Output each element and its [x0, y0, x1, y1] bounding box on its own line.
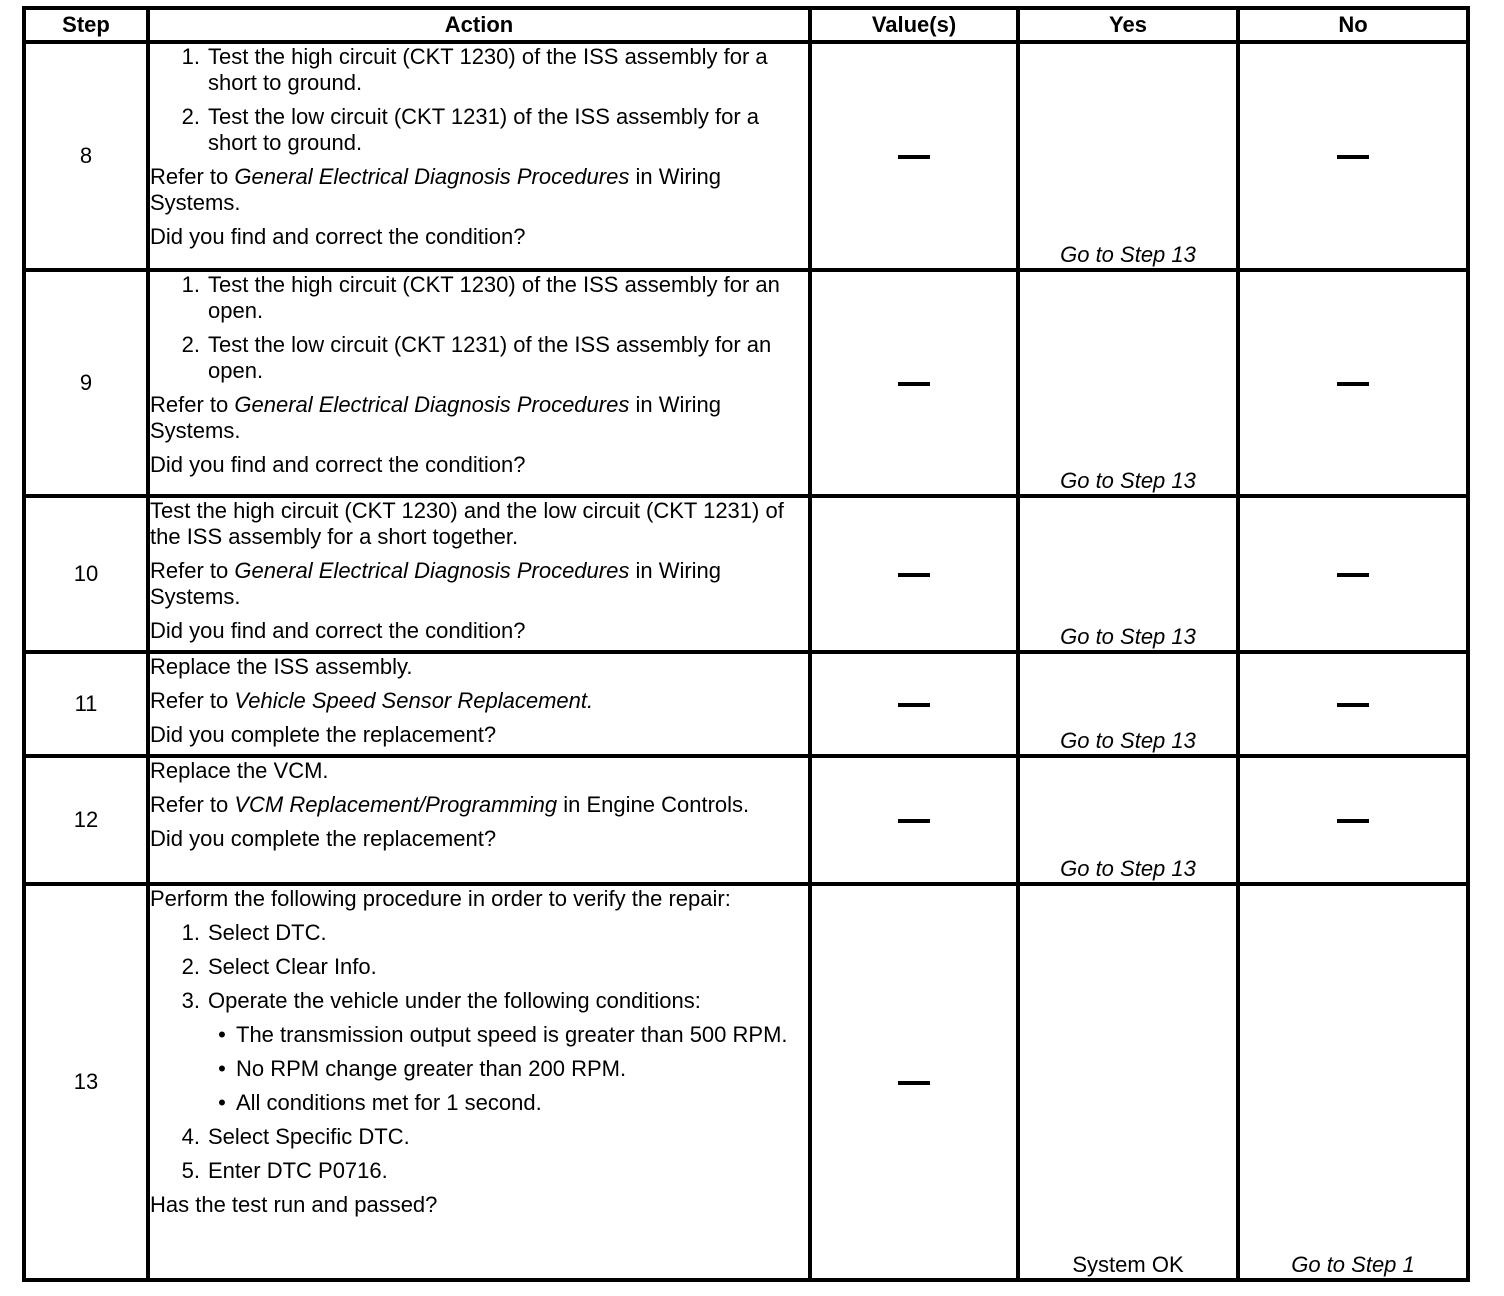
intro-text: Replace the VCM.	[150, 758, 329, 783]
action-cell	[148, 42, 810, 270]
list-item: 1. Test the high circuit (CKT 1230) of the ISS assembly for an open.	[181, 272, 780, 323]
dash-mark	[1337, 819, 1369, 823]
no-cell	[1238, 652, 1468, 756]
values-cell	[810, 42, 1018, 270]
refer-text: Refer to Vehicle Speed Sensor Replacement.	[150, 688, 594, 713]
step-number: 9	[24, 270, 148, 496]
values-cell	[810, 884, 1018, 1280]
question-text: Did you find and correct the condition?	[150, 618, 526, 643]
diagnostic-table	[22, 6, 1470, 1282]
header-values: Value(s)	[810, 8, 1018, 42]
dash-mark	[898, 819, 930, 823]
list-item: 2. Test the low circuit (CKT 1231) of the ISS assembly for an open.	[181, 332, 772, 383]
list-item: 3. Operate the vehicle under the following conditions:	[181, 988, 701, 1013]
yes-cell: Go to Step 13	[1018, 756, 1238, 884]
dash-mark	[1337, 155, 1369, 159]
action-cell	[148, 652, 810, 756]
yes-cell: Go to Step 13	[1018, 496, 1238, 652]
step-number: 10	[24, 496, 148, 652]
header-step: Step	[24, 8, 148, 42]
list-item: 5. Enter DTC P0716.	[181, 1158, 388, 1183]
dash-mark	[898, 573, 930, 577]
dash-mark	[898, 155, 930, 159]
table-row	[24, 756, 1468, 884]
table-row	[24, 42, 1468, 270]
intro-text: Test the high circuit (CKT 1230) and the low circuit (CKT 1231) of the ISS assembly for a short together.	[150, 498, 784, 549]
refer-text: Refer to General Electrical Diagnosis Procedures in Wiring Systems.	[150, 392, 722, 443]
table-row	[24, 270, 1468, 496]
action-cell	[148, 270, 810, 496]
yes-cell: System OK	[1018, 884, 1238, 1280]
question-text: Did you complete the replacement?	[150, 722, 497, 747]
yes-cell: Go to Step 13	[1018, 652, 1238, 756]
values-cell	[810, 270, 1018, 496]
header-yes: Yes	[1018, 8, 1238, 42]
list-item: 1. Test the high circuit (CKT 1230) of the ISS assembly for a short to ground.	[181, 44, 768, 95]
step-number: 11	[24, 652, 148, 756]
dash-mark	[898, 1081, 930, 1085]
dash-mark	[1337, 382, 1369, 386]
dash-mark	[1337, 573, 1369, 577]
no-cell	[1238, 496, 1468, 652]
question-text: Did you find and correct the condition?	[150, 224, 526, 249]
header-no: No	[1238, 8, 1468, 42]
list-item: 2. Test the low circuit (CKT 1231) of the ISS assembly for a short to ground.	[181, 104, 760, 155]
list-item: 4. Select Specific DTC.	[181, 1124, 410, 1149]
list-item: 1. Select DTC.	[181, 920, 327, 945]
action-cell	[148, 884, 810, 1280]
table-row	[24, 496, 1468, 652]
yes-cell: Go to Step 13	[1018, 270, 1238, 496]
intro-text: Perform the following procedure in order to verify the repair:	[150, 886, 731, 911]
action-cell	[148, 496, 810, 652]
values-cell	[810, 496, 1018, 652]
step-number: 8	[24, 42, 148, 270]
step-number: 13	[24, 884, 148, 1280]
no-cell	[1238, 270, 1468, 496]
no-cell: Go to Step 1	[1238, 884, 1468, 1280]
refer-text: Refer to General Electrical Diagnosis Procedures in Wiring Systems.	[150, 164, 722, 215]
intro-text: Replace the ISS assembly.	[150, 654, 413, 679]
question-text: Did you complete the replacement?	[150, 826, 497, 851]
step-number: 12	[24, 756, 148, 884]
bullet-item: • The transmission output speed is greater than 500 RPM.	[218, 1022, 788, 1047]
no-cell	[1238, 42, 1468, 270]
dash-mark	[898, 703, 930, 707]
bullet-item: • No RPM change greater than 200 RPM.	[218, 1056, 627, 1081]
table-row	[24, 884, 1468, 1280]
yes-cell: Go to Step 13	[1018, 42, 1238, 270]
dash-mark	[898, 382, 930, 386]
values-cell	[810, 652, 1018, 756]
action-cell	[148, 756, 810, 884]
refer-text: Refer to General Electrical Diagnosis Procedures in Wiring Systems.	[150, 558, 722, 609]
refer-text: Refer to VCM Replacement/Programming in Engine Controls.	[150, 792, 750, 817]
question-text: Did you find and correct the condition?	[150, 452, 526, 477]
list-item: 2. Select Clear Info.	[181, 954, 377, 979]
question-text: Has the test run and passed?	[150, 1192, 438, 1217]
header-row	[24, 8, 1468, 42]
no-cell	[1238, 756, 1468, 884]
bullet-item: • All conditions met for 1 second.	[218, 1090, 542, 1115]
values-cell	[810, 756, 1018, 884]
table-row	[24, 652, 1468, 756]
header-action: Action	[148, 8, 810, 42]
dash-mark	[1337, 703, 1369, 707]
